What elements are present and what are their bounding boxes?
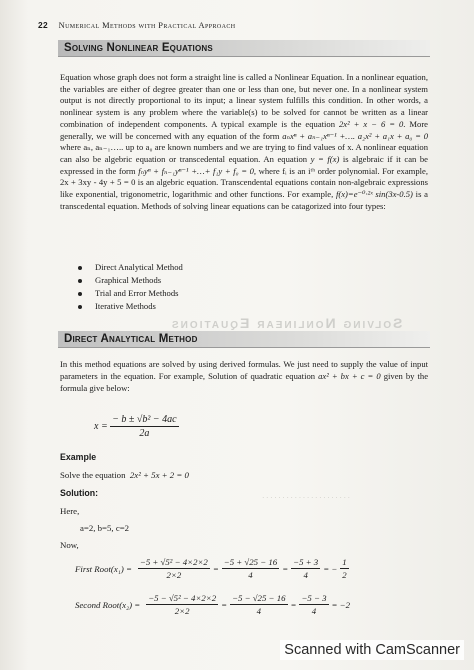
bullet-icon (78, 279, 82, 283)
numerator: −5 − 3 (301, 593, 327, 603)
fraction (230, 593, 287, 616)
fraction (222, 557, 279, 580)
section-heading-direct-method: Direct Analytical Method (58, 331, 430, 348)
result: = −2 (331, 599, 350, 610)
denominator: 2×2 (174, 606, 190, 616)
section-heading-nonlinear: Solving Nonlinear Equations (58, 40, 430, 57)
bullet-icon (78, 305, 82, 309)
numerator: −5 + 3 (293, 557, 319, 567)
show-through-ghost-text: Solving Nonlinear Equations (170, 315, 403, 331)
denominator: 2×2 (166, 570, 182, 580)
numerator: −5 − √25 − 16 (232, 593, 286, 603)
second-root-label: Second Root(x₂) = (75, 599, 141, 610)
numerator: −5 + √25 − 16 (223, 557, 278, 567)
denominator: 4 (303, 570, 308, 580)
fraction (340, 557, 348, 580)
inline-equation: aₙxⁿ + aₙ₋₁xⁿ⁻¹ +…. a₂x² + a₁x + a₀ = 0 (282, 130, 428, 141)
list-item-label: Iterative Methods (95, 301, 156, 312)
list-item-label: Direct Analytical Method (95, 262, 183, 272)
bullet-icon (78, 266, 82, 270)
show-through-text: · · · · · · · · · · · · · · · · · · · · · · (262, 494, 351, 502)
example-prompt (60, 470, 189, 480)
para-text: where fᵢ is an iᵗʰ order polynomial. For example, 2x + 3xy - 4y + 5 = 0 is an algebric equation. Transcendental equations contain non-algebraic expressions like exponential, trigonometric, logarithmic and other functions. For example, (60, 165, 428, 200)
fraction (291, 557, 320, 580)
method-list (78, 261, 183, 313)
formula-denominator: 2a (139, 428, 150, 439)
list-item (78, 300, 183, 313)
example-equation: 2x² + 5x + 2 = 0 (129, 470, 189, 480)
page-number: 22 (38, 20, 49, 30)
para-text: Equation whose graph does not form a straight line is called a Nonlinear Equation. In a nonlinear equation, the variables are either of degree greater than one or less than one, but never one. In a nonlinear system output is not directly proportional to its input; a linear system fulfills this condition. In other words, a nonlinear system is any problem where the variable(s) to be solved for cannot be written as a linear combination of independent components. A typical example is the equation (60, 72, 428, 129)
fraction (146, 593, 218, 616)
now-label: Now, (60, 540, 79, 550)
para-text: is a transcedental equation. Methods of solving linear equations can be catagorized into four types: (60, 189, 428, 211)
para-text: In this method equations are solved by using derived formulas. We just need to supply the value of input parameters in the equation. For example, Solution of quadratic equation (60, 359, 428, 382)
fraction (299, 593, 328, 616)
fraction (138, 557, 210, 580)
running-header (38, 20, 235, 30)
denominator: 4 (256, 606, 261, 616)
second-root-row: Second Root(x₂) = $\frac{\text{−5 − √5² − 4×2×2}}{2\times 2}$ = $\frac{-5 - √25 - 16}{4}$ = $\frac{-5 - 3}{4}$ = −2 (75, 593, 350, 616)
para-text: given by the formula give below: (60, 371, 429, 394)
denominator: 2 (342, 570, 347, 580)
inline-equation: fₙyⁿ + fₙ₋₁yⁿ⁻¹ +…+ f₁y + f₀ = 0, (138, 165, 257, 176)
numerator: −5 + √5² − 4×2×2 (139, 557, 208, 567)
solution-label: Solution: (60, 488, 99, 498)
bullet-icon (78, 292, 82, 296)
inline-equation: y = f(x) (310, 153, 340, 164)
list-item-label: Trial and Error Methods (95, 288, 179, 299)
numerator: −5 − √5² − 4×2×2 (148, 593, 217, 603)
list-item (78, 274, 183, 287)
parameter-values: a=2, b=5, c=2 (80, 523, 130, 533)
denominator: 4 (311, 606, 317, 616)
camscanner-watermark: Scanned with CamScanner (280, 640, 464, 660)
running-title: Numerical Methods with Practical Approach (58, 21, 236, 30)
list-item-label: Graphical Methods (95, 275, 162, 286)
para-text: is algebraic if it can be expressed in the form (60, 153, 428, 176)
first-root-row: First Root(x₁) = $\frac{\text{−5 + √5² − 4×2×2}}{2\times 2}$ = $\frac{-5 + √25 - 16}{4}$ = $\frac{-5 + 3}{4}$ = − $\frac{1}{2}$ (75, 557, 347, 580)
formula-lhs: x = (94, 420, 108, 432)
here-label: Here, (60, 506, 80, 516)
para-text: . More generally, we will be concerned with any equation of the form (60, 118, 428, 141)
example-prompt-text: Solve the equation (60, 470, 126, 480)
formula-fraction (110, 414, 178, 439)
numerator: 1 (342, 557, 347, 567)
list-item (78, 287, 183, 300)
inline-equation: 2x² + x − 6 = 0 (339, 118, 404, 129)
example-heading: Example (60, 452, 97, 462)
quadratic-formula (94, 414, 179, 439)
first-root-label: First Root(x₁) = (75, 563, 132, 574)
sign: = − (323, 563, 338, 574)
direct-method-paragraph (60, 358, 428, 410)
formula-numerator: − b ± √b² − 4ac (112, 414, 177, 425)
nonlinear-intro-paragraph (60, 72, 428, 286)
inline-equation: ax² + bx + c = 0 (318, 371, 381, 382)
list-item (78, 261, 183, 274)
para-text: where aₙ, aₙ₋₁….. up to a₀ are known numbers and we are trying to find values of x. A nonlinear equation can also be algebric equation or transcedental equation. An equation (60, 142, 428, 164)
denominator: 4 (248, 570, 253, 580)
inline-equation: f(x)=e⁻⁰·²ˣ sin(3x-0.5) (335, 189, 413, 200)
